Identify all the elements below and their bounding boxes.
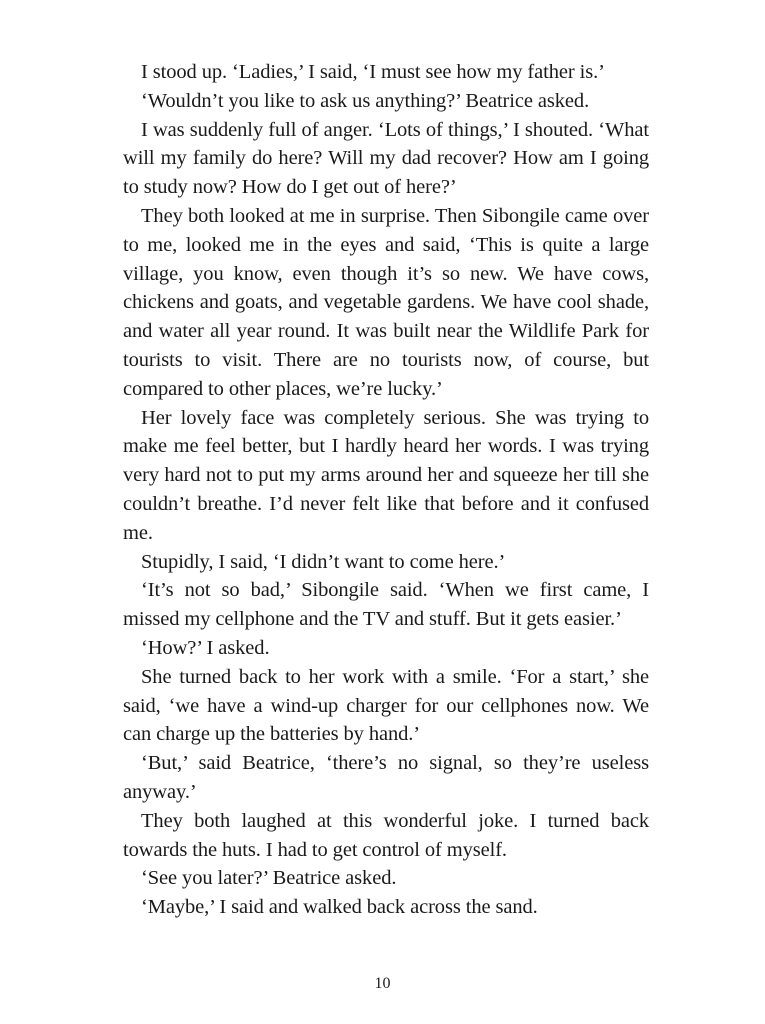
paragraph-12: ‘See you later?’ Beatrice asked. (141, 867, 397, 890)
paragraph-6: Stupidly, I said, ‘I didn’t want to come here.’ (141, 550, 506, 573)
paragraph-4: They both looked at me in surprise. Then Sibongile came over to me, looked me in the eyes and said, ‘This is quite a large village, you know, even though it’s so new. We have cows, chickens and goats, and vegetable gardens. We have cool shade, and water all year round. It was built near the Wildlife Park for tourists to visit. There are no tourists now, of course, but compared to other places, we’re lucky.’ (123, 204, 649, 400)
paragraph-9: She turned back to her work with a smile. ‘For a start,’ she said, ‘we have a wind-up charger for our cellphones now. We can charge up the batteries by hand.’ (123, 665, 649, 746)
paragraph-7: ‘It’s not so bad,’ Sibongile said. ‘When we first came, I missed my cellphone and the TV and stuff. But it gets easier.’ (123, 579, 649, 631)
paragraph-1: I stood up. ‘Ladies,’ I said, ‘I must see how my father is.’ (141, 61, 605, 83)
paragraph-5: Her lovely face was completely serious. She was trying to make me feel better, but I hardly heard her words. I was trying very hard not to put my arms around her and squeeze her till she couldn’t breathe. I’d never felt like that before and it confused me. (123, 406, 649, 544)
paragraph-3: I was suddenly full of anger. ‘Lots of things,’ I shouted. ‘What will my family do here? Will my dad recover? How am I going to study now? How do I get out of here?’ (123, 118, 649, 199)
paragraph-13: ‘Maybe,’ I said and walked back across the sand. (141, 896, 538, 919)
paragraph-2: ‘Wouldn’t you like to ask us anything?’ Beatrice asked. (141, 89, 590, 112)
paragraph-10: ‘But,’ said Beatrice, ‘there’s no signal, so they’re useless anyway.’ (123, 752, 649, 803)
page-number: 10 (374, 975, 391, 992)
paragraph-11: They both laughed at this wonderful joke. I turned back towards the huts. I had to get control of myself. (123, 809, 649, 861)
paragraph-8: ‘How?’ I asked. (141, 636, 270, 659)
body-text (123, 58, 649, 922)
